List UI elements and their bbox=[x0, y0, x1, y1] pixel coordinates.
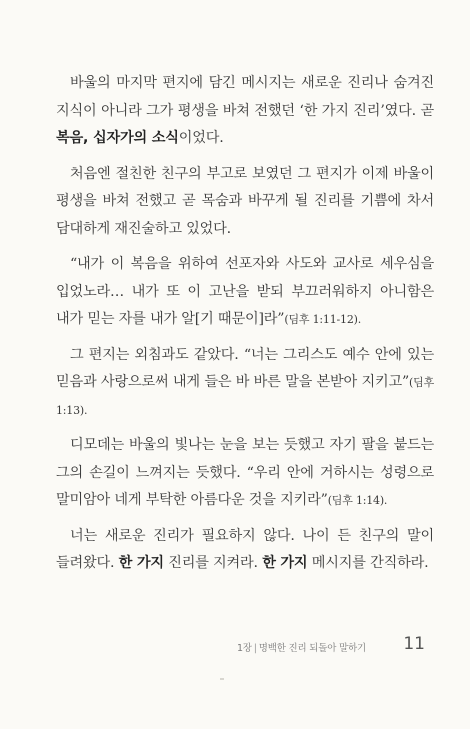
p6-bold-2: 한 가지 bbox=[262, 555, 308, 571]
p6-bold-1: 한 가지 bbox=[118, 555, 164, 571]
paragraph-1 bbox=[56, 70, 434, 153]
footer-separator: | bbox=[253, 643, 257, 654]
running-footer bbox=[237, 640, 366, 654]
p6-text-a: 너는 새로운 진리가 필요하지 않다. 나이 든 친구의 말이 들려왔다. bbox=[56, 527, 434, 571]
chapter-title: 명백한 진리 되돌아 말하기 bbox=[258, 643, 366, 654]
p5-reference: (딤후 1:14). bbox=[327, 494, 388, 507]
p3-reference: (딤후 1:11-12). bbox=[284, 313, 362, 326]
p6-text-c: 진리를 지켜라. bbox=[163, 555, 263, 571]
page-number: 11 bbox=[403, 634, 425, 654]
paragraph-2: 처음엔 절친한 친구의 부고로 보였던 그 편지가 이제 바울이 평생을 바쳐 전했고 곧 목숨과 바꾸게 될 진리를 기쁨에 차서 담대하게 재진술하고 있었다. bbox=[56, 165, 434, 237]
page-footer bbox=[0, 632, 470, 662]
chapter-label: 1장 bbox=[236, 643, 252, 654]
paragraph-3 bbox=[56, 251, 434, 334]
p5-text: 디모데는 바울의 빛나는 눈을 보는 듯했고 자기 팔을 붙드는 그의 손길이 느껴지는 듯했다. “우리 안에 거하시는 성령으로 말미암아 네게 부탁한 아름다운 것을 지키라” bbox=[56, 437, 434, 508]
paragraph-6 bbox=[56, 523, 434, 578]
p4-text: 그 편지는 외침과도 같았다. “너는 그리스도 예수 안에 있는 믿음과 사랑으로써 내게 들은 바 바른 말을 본받아 지키고” bbox=[56, 346, 434, 390]
body-text bbox=[56, 70, 434, 586]
page-mark bbox=[220, 678, 224, 680]
paragraph-4 bbox=[56, 342, 434, 425]
p1-text: 바울의 마지막 편지에 담긴 메시지는 새로운 진리나 숨겨진 지식이 아니라 그가 평생을 바쳐 전했던 ‘한 가지 진리’였다. 곧 bbox=[56, 75, 434, 119]
p4-reference: (딤후 1:13). bbox=[56, 376, 434, 417]
paragraph-5 bbox=[56, 432, 434, 515]
p6-text-d: 메시지를 간직하라. bbox=[307, 555, 429, 571]
p3-quote: “내가 이 복음을 위하여 선포자와 사도와 교사로 세우심을 입었노라… 내가 또 이 고난을 받되 부끄러워하지 아니함은 내가 믿는 자를 내가 알[기 때문이]라” bbox=[56, 256, 434, 327]
p1-bold: 복음, 십자가의 소식 bbox=[56, 130, 179, 146]
p1-end: 이었다. bbox=[178, 130, 224, 146]
